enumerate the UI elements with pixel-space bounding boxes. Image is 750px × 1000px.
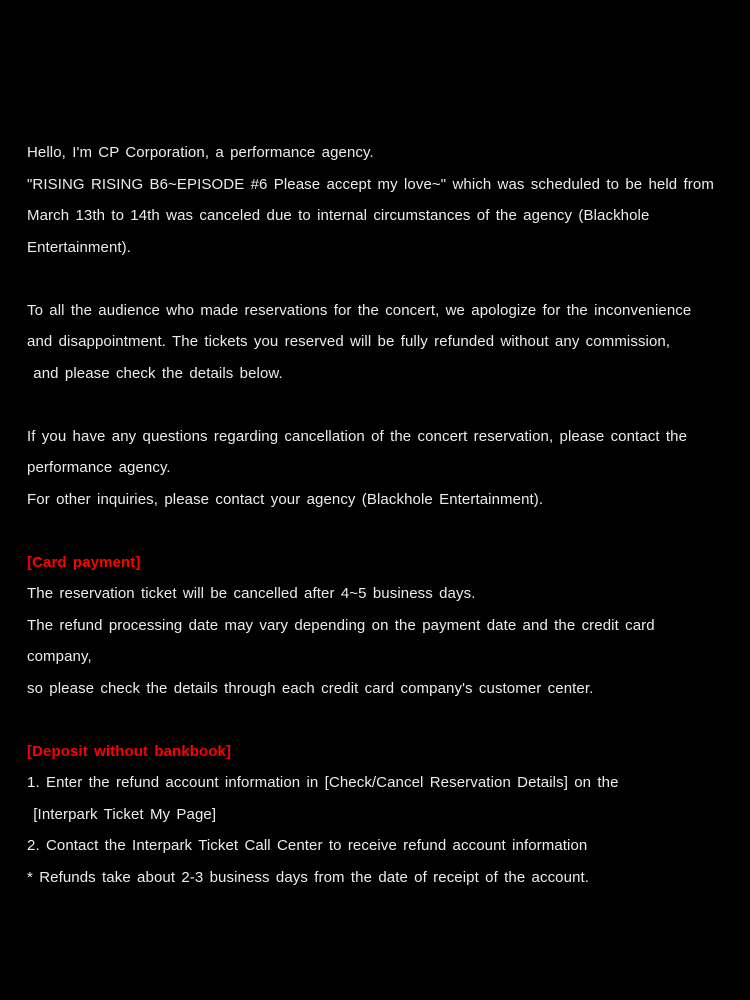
notice-line: If you have any questions regarding cancellation of the concert reservation, please contact the: [27, 427, 688, 445]
notice-line: To all the audience who made reservations for the concert, we apologize for the inconvenience: [27, 301, 692, 319]
notice-line: 2. Contact the Interpark Ticket Call Center to receive refund account information: [27, 837, 588, 854]
notice-line: 1. Enter the refund account information in [Check/Cancel Reservation Details] on the: [27, 774, 619, 791]
notice-line: March 13th to 14th was canceled due to internal circumstances of the agency (Blackhole Entertainment).: [27, 207, 656, 256]
section-heading: [Deposit without bankbook]: [27, 742, 232, 760]
notice-line: performance agency.: [27, 459, 171, 476]
notice-line: The refund processing date may vary depending on the payment date and the credit card company,: [27, 616, 661, 665]
notice-line: [Interpark Ticket My Page]: [27, 805, 217, 823]
notice-line: and disappointment. The tickets you reserved will be fully refunded without any commission,: [27, 333, 671, 350]
section-heading: [Card payment]: [27, 553, 141, 571]
notice-line: so please check the details through each credit card company's customer center.: [27, 679, 594, 697]
notice-line: "RISING RISING B6~EPISODE #6 Please accept my love~" which was scheduled to be held from: [27, 175, 714, 193]
notice-line: For other inquiries, please contact your agency (Blackhole Entertainment).: [27, 490, 544, 508]
notice-line: Hello, I'm CP Corporation, a performance agency.: [27, 144, 374, 161]
notice-line: and please check the details below.: [27, 364, 283, 382]
notice-paragraph: [27, 421, 725, 516]
notice-paragraph: [27, 547, 725, 705]
notice-line: * Refunds take about 2-3 business days from the date of receipt of the account.: [27, 868, 590, 886]
cancellation-notice: [27, 137, 725, 925]
notice-paragraph: [27, 137, 725, 263]
notice-paragraph: [27, 736, 725, 894]
notice-line: The reservation ticket will be cancelled after 4~5 business days.: [27, 585, 476, 602]
notice-paragraph: [27, 295, 725, 390]
